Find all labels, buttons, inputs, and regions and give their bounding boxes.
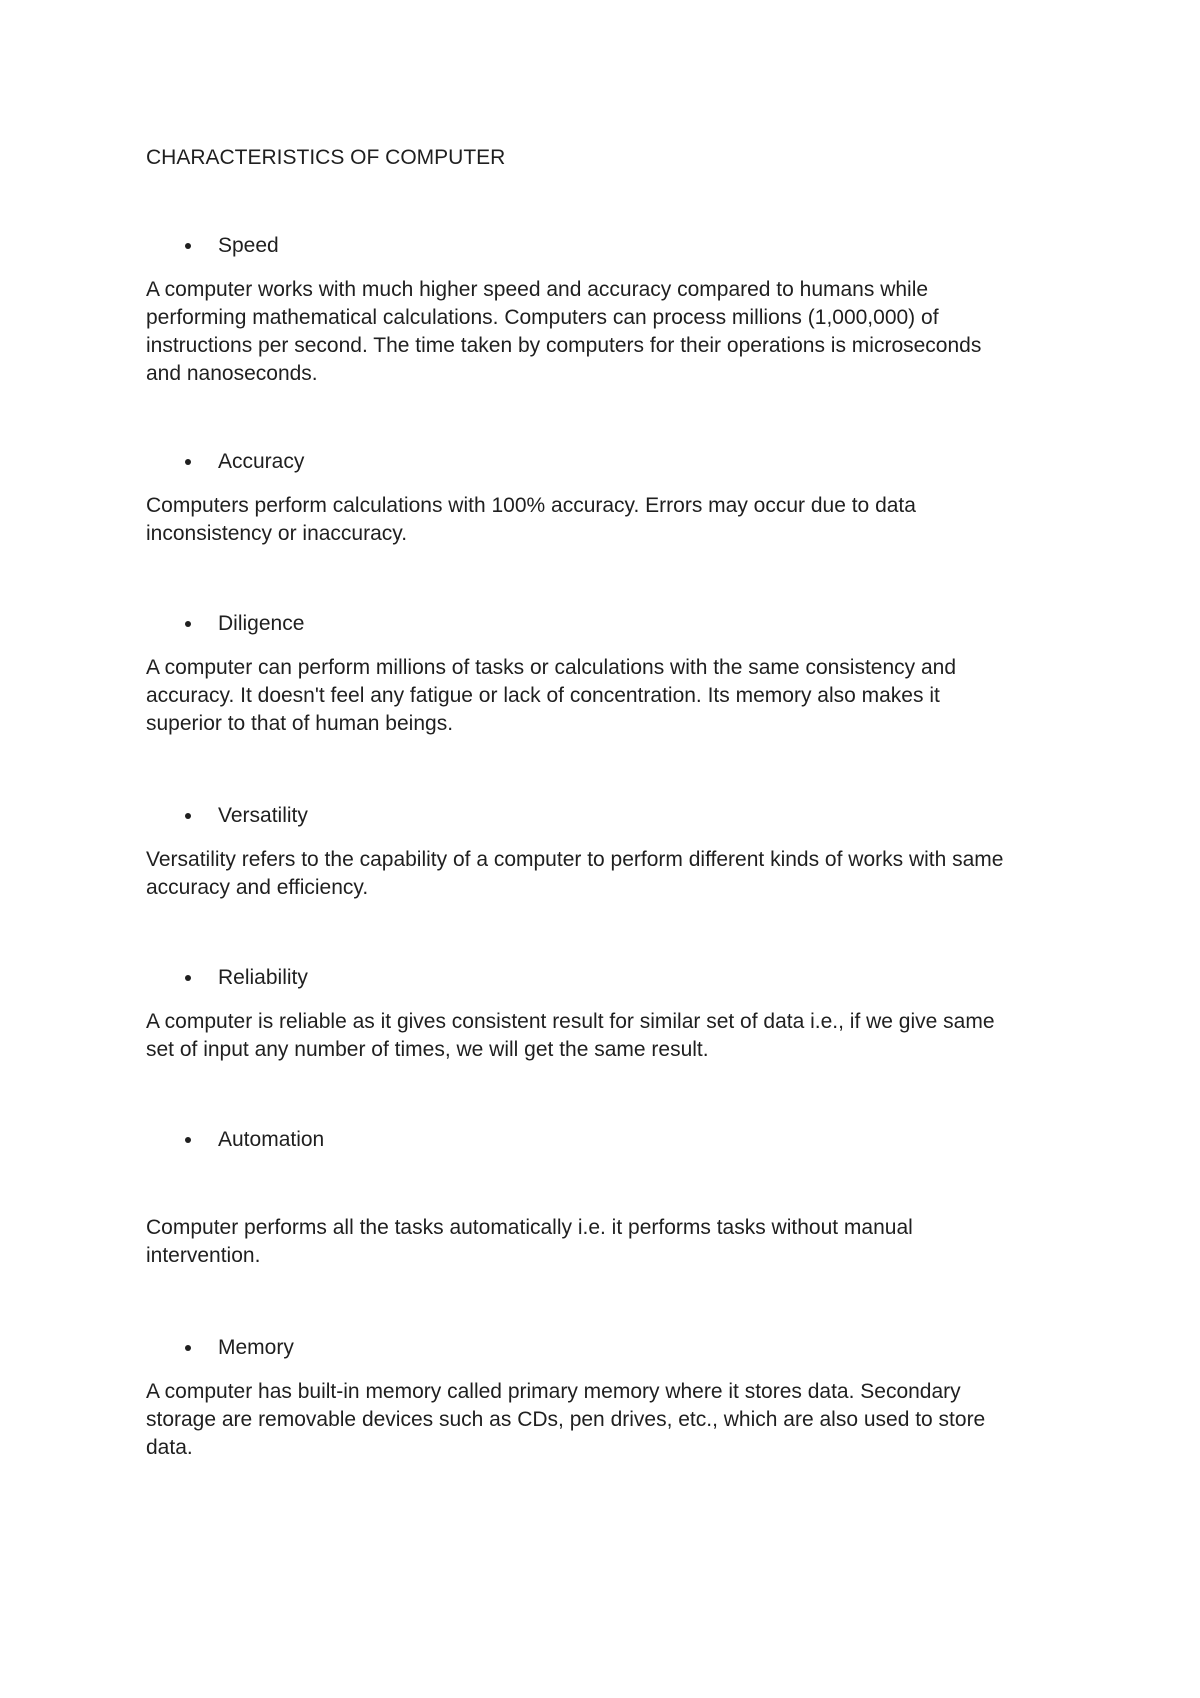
- section-speed: [146, 232, 1076, 388]
- bullet-icon: [185, 1345, 191, 1351]
- bullet-heading-accuracy: [146, 448, 1076, 476]
- section-paragraph: A computer can perform millions of tasks or calculations with the same consistency and accuracy. It doesn't feel any fatigue or lack of concentration. Its memory also makes it superior to that of human beings.: [146, 656, 957, 735]
- bullet-icon: [185, 975, 191, 981]
- section-automation: [146, 1126, 1076, 1270]
- bullet-heading-reliability: [146, 964, 1076, 992]
- section-paragraph: Computer performs all the tasks automatically i.e. it performs tasks without manual intervention.: [146, 1216, 913, 1267]
- heading-label: Diligence: [218, 612, 305, 635]
- bullet-icon: [185, 813, 191, 819]
- section-accuracy: [146, 448, 1076, 548]
- heading-label: Automation: [218, 1128, 325, 1151]
- bullet-icon: [185, 1137, 191, 1143]
- bullet-heading-memory: [146, 1334, 1076, 1362]
- document-page: [146, 144, 1076, 1462]
- section-diligence: [146, 610, 1076, 738]
- section-paragraph: A computer works with much higher speed and accuracy compared to humans while performing mathematical calculations. Computers can process millions (1,000,000) of instructions per second. The time taken by computers for their operations is microseconds and nanoseconds.: [146, 278, 982, 385]
- section-memory: [146, 1334, 1076, 1462]
- section-reliability: [146, 964, 1076, 1064]
- bullet-icon: [185, 243, 191, 249]
- heading-label: Memory: [218, 1336, 294, 1359]
- bullet-heading-automation: [146, 1126, 1076, 1154]
- heading-label: Versatility: [218, 804, 308, 827]
- section-paragraph: A computer has built-in memory called primary memory where it stores data. Secondary storage are removable devices such as CDs, pen drives, etc., which are also used to store data.: [146, 1380, 986, 1459]
- document-title: CHARACTERISTICS OF COMPUTER: [146, 146, 506, 169]
- heading-label: Accuracy: [218, 450, 305, 473]
- heading-label: Reliability: [218, 966, 308, 989]
- bullet-heading-speed: [146, 232, 1076, 260]
- section-paragraph: Versatility refers to the capability of a computer to perform different kinds of works with same accuracy and efficiency.: [146, 848, 1004, 899]
- section-versatility: [146, 802, 1076, 902]
- section-paragraph: A computer is reliable as it gives consistent result for similar set of data i.e., if we give same set of input any number of times, we will get the same result.: [146, 1010, 995, 1061]
- bullet-heading-versatility: [146, 802, 1076, 830]
- bullet-icon: [185, 459, 191, 465]
- bullet-heading-diligence: [146, 610, 1076, 638]
- section-paragraph: Computers perform calculations with 100% accuracy. Errors may occur due to data inconsistency or inaccuracy.: [146, 494, 916, 545]
- bullet-icon: [185, 621, 191, 627]
- heading-label: Speed: [218, 234, 279, 257]
